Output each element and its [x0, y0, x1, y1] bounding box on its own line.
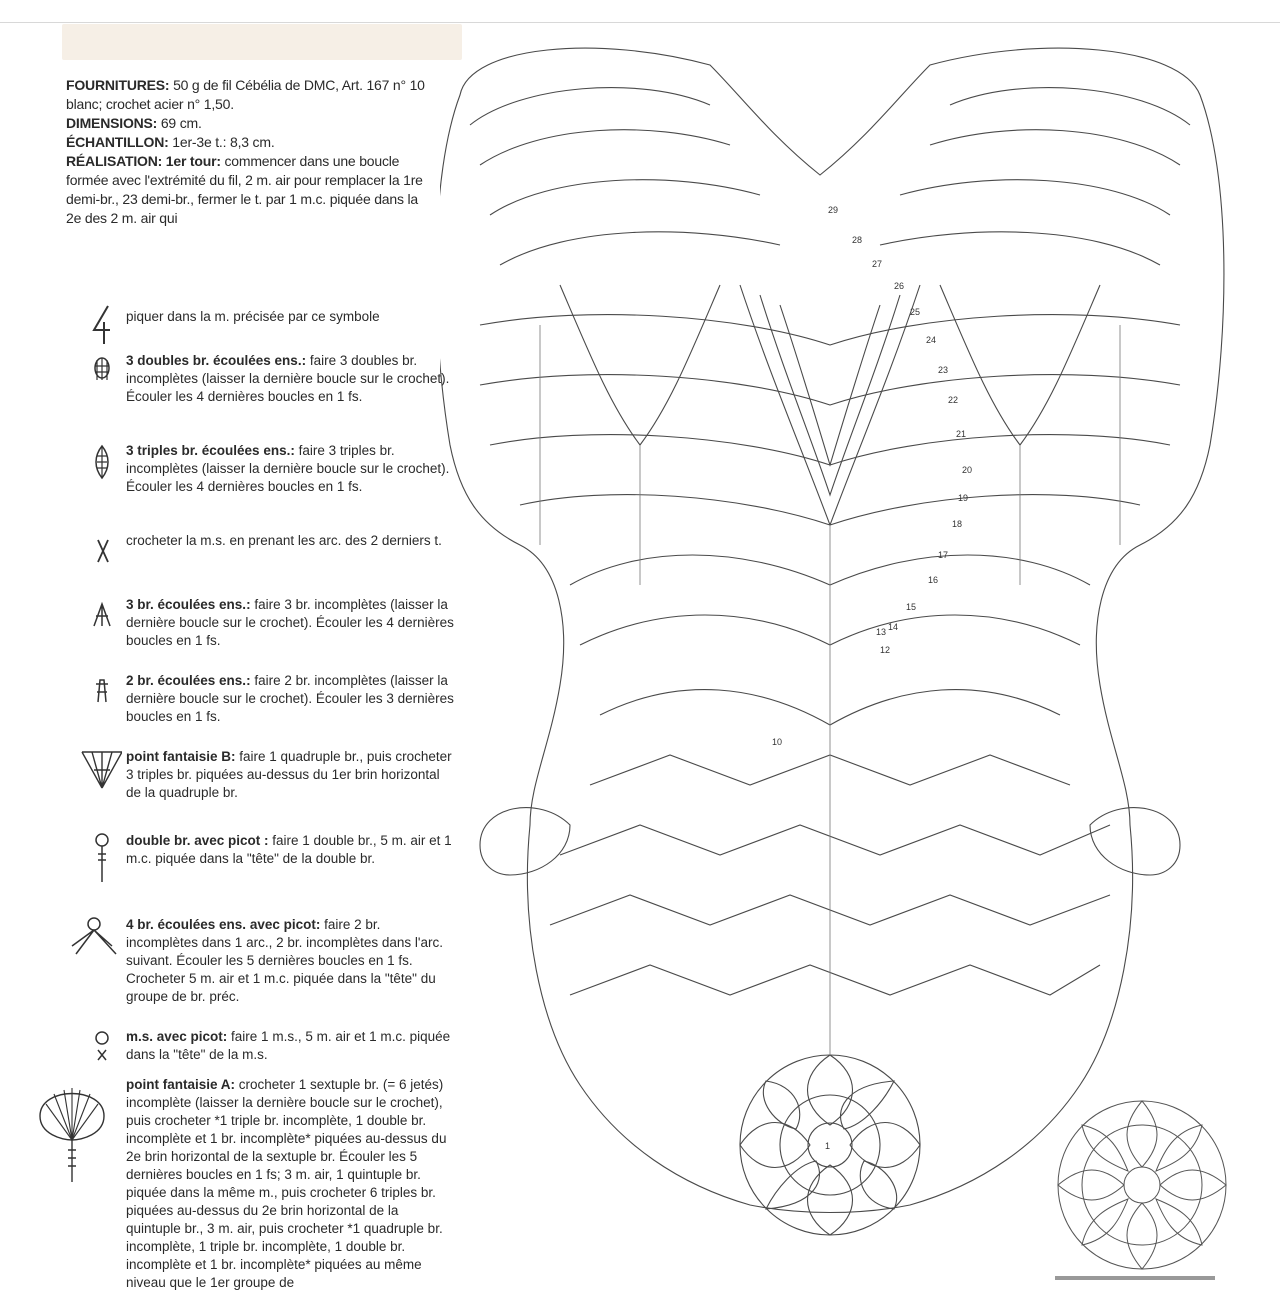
- tape-strip: [62, 24, 462, 60]
- row-number: 17: [938, 550, 949, 560]
- finished-doily-thumbnail: [1052, 1095, 1232, 1275]
- top-border: [0, 22, 1280, 23]
- legend-title: 3 br. écoulées ens.:: [126, 597, 251, 612]
- single-crochet-x-icon: [66, 532, 122, 582]
- row-number: 21: [956, 429, 967, 439]
- row-number: 28: [852, 235, 863, 245]
- fournitures-text: 50 g de fil Cébélia de DMC, Art. 167 n° 10 blanc; crochet acier n° 1,50.: [66, 77, 425, 112]
- legend-text: faire 3 doubles br. incomplètes (laisser la dernière boucle sur le crochet). Écouler les 4 dernières boucles en 1 fs.: [126, 353, 450, 404]
- legend-text: piquer dans la m. précisée par ce symbole: [126, 309, 380, 324]
- row-number: 16: [928, 575, 939, 585]
- crochet-chart: [440, 25, 1240, 1280]
- row-number: 15: [906, 602, 917, 612]
- legend-text: crocheter la m.s. en prenant les arc. des 2 derniers t.: [126, 533, 442, 548]
- fournitures-label: FOURNITURES:: [66, 77, 170, 93]
- four-picot-cluster-icon: [66, 916, 122, 966]
- realisation-label: RÉALISATION: 1er tour:: [66, 153, 221, 169]
- dimensions-text: 69 cm.: [157, 115, 202, 131]
- row-number: 22: [948, 395, 959, 405]
- double-picot-icon: [66, 832, 122, 882]
- legend-title: point fantaisie A:: [126, 1077, 236, 1092]
- row-number: 12: [880, 645, 891, 655]
- legend-title: 3 doubles br. écoulées ens.:: [126, 353, 307, 368]
- echantillon-text: 1er-3e t.: 8,3 cm.: [168, 134, 275, 150]
- dimensions-label: DIMENSIONS:: [66, 115, 158, 131]
- row-number: 23: [938, 365, 949, 375]
- row-number: 24: [926, 335, 937, 345]
- legend-title: 4 br. écoulées ens. avec picot:: [126, 917, 321, 932]
- row-number: 1: [825, 1141, 831, 1151]
- row-number: 26: [894, 281, 905, 291]
- row-number: 29: [828, 205, 839, 215]
- legend-text: faire 3 br. incomplètes (laisser la dernière boucle sur le crochet). Écouler les 4 dernières boucles en 1 fs.: [126, 597, 454, 648]
- row-number: 27: [872, 259, 883, 269]
- row-number: 10: [772, 737, 783, 747]
- legend-title: double br. avec picot :: [126, 833, 269, 848]
- instructions-column: [66, 76, 454, 1290]
- echantillon-label: ÉCHANTILLON:: [66, 134, 169, 150]
- legend-text: faire 2 br. incomplètes (laisser la dernière boucle sur le crochet). Écouler les 3 dernières boucles en 1 fs.: [126, 673, 454, 724]
- legend-title: 3 triples br. écoulées ens.:: [126, 443, 295, 458]
- row-number: 13: [876, 627, 887, 637]
- three-stitches-together-icon: [66, 596, 122, 646]
- row-number: 19: [958, 493, 969, 503]
- three-triple-stitches-icon: [66, 442, 122, 492]
- realisation-text: commencer dans une boucle formée avec l'extrémité du fil, 2 m. air pour remplacer la 1re demi-br., 23 demi-br., fermer le t. par 1 m.c. piquée dans la 2e des 2 m. air qui: [66, 153, 423, 226]
- legend-text: faire 1 quadruple br., puis crocheter 3 triples br. piquées au-dessus du 1er brin horizontal de la quadruple br.: [126, 749, 452, 800]
- needle-arrow-icon: [66, 300, 122, 350]
- fan-stitch-a-icon: [32, 1076, 112, 1186]
- legend-title: point fantaisie B:: [126, 749, 236, 764]
- bottom-bar: [1055, 1276, 1215, 1280]
- intro-paragraph: [66, 76, 436, 228]
- legend-text: crocheter 1 sextuple br. (= 6 jetés) incomplète (laisser la dernière boucle sur le crochet), puis crocheter *1 triple br. incomplète, 1 double br. incomplète et 1 br. incomplète* piquées au-dessus du 2e brin horizontal de la sextuple br. Écouler les 5 dernières boucles en 1 fs; 3 m. air, 1 quintuple br. piquée dans la même m., puis crocheter 6 triples br. piquées au-dessus du 2e brin horizontal de la quintuple br., 3 m. air, puis crocheter *1 quadruple br. incomplète, 1 triple br. incomplète, 1 double br. incomplète et 1 br. incomplète* piquées au même niveau que le 1er groupe de: [126, 1077, 447, 1290]
- two-stitches-together-icon: [66, 672, 122, 722]
- row-number: 25: [910, 307, 921, 317]
- legend-title: m.s. avec picot:: [126, 1029, 228, 1044]
- legend-text: faire 1 double br., 5 m. air et 1 m.c. piquée dans la "tête" de la double br.: [126, 833, 452, 866]
- row-number: 20: [962, 465, 973, 475]
- legend-text: faire 3 triples br. incomplètes (laisser la dernière boucle sur le crochet). Écouler les 4 dernières boucles en 1 fs.: [126, 443, 450, 494]
- legend-text: faire 1 m.s., 5 m. air et 1 m.c. piquée dans la "tête" de la m.s.: [126, 1029, 451, 1062]
- single-picot-icon: [66, 1028, 122, 1078]
- legend-title: 2 br. écoulées ens.:: [126, 673, 251, 688]
- row-number: 18: [952, 519, 963, 529]
- legend-text: faire 2 br. incomplètes dans 1 arc., 2 br. incomplètes dans l'arc. suivant. Écouler les 5 dernières boucles en 1 fs. Crocheter 5 m. air et 1 m.c. piquée dans la "tête" du groupe de br. préc.: [126, 917, 443, 1004]
- row-number: 14: [888, 622, 899, 632]
- three-double-stitches-icon: [66, 352, 122, 402]
- fan-stitch-b-icon: [66, 748, 122, 798]
